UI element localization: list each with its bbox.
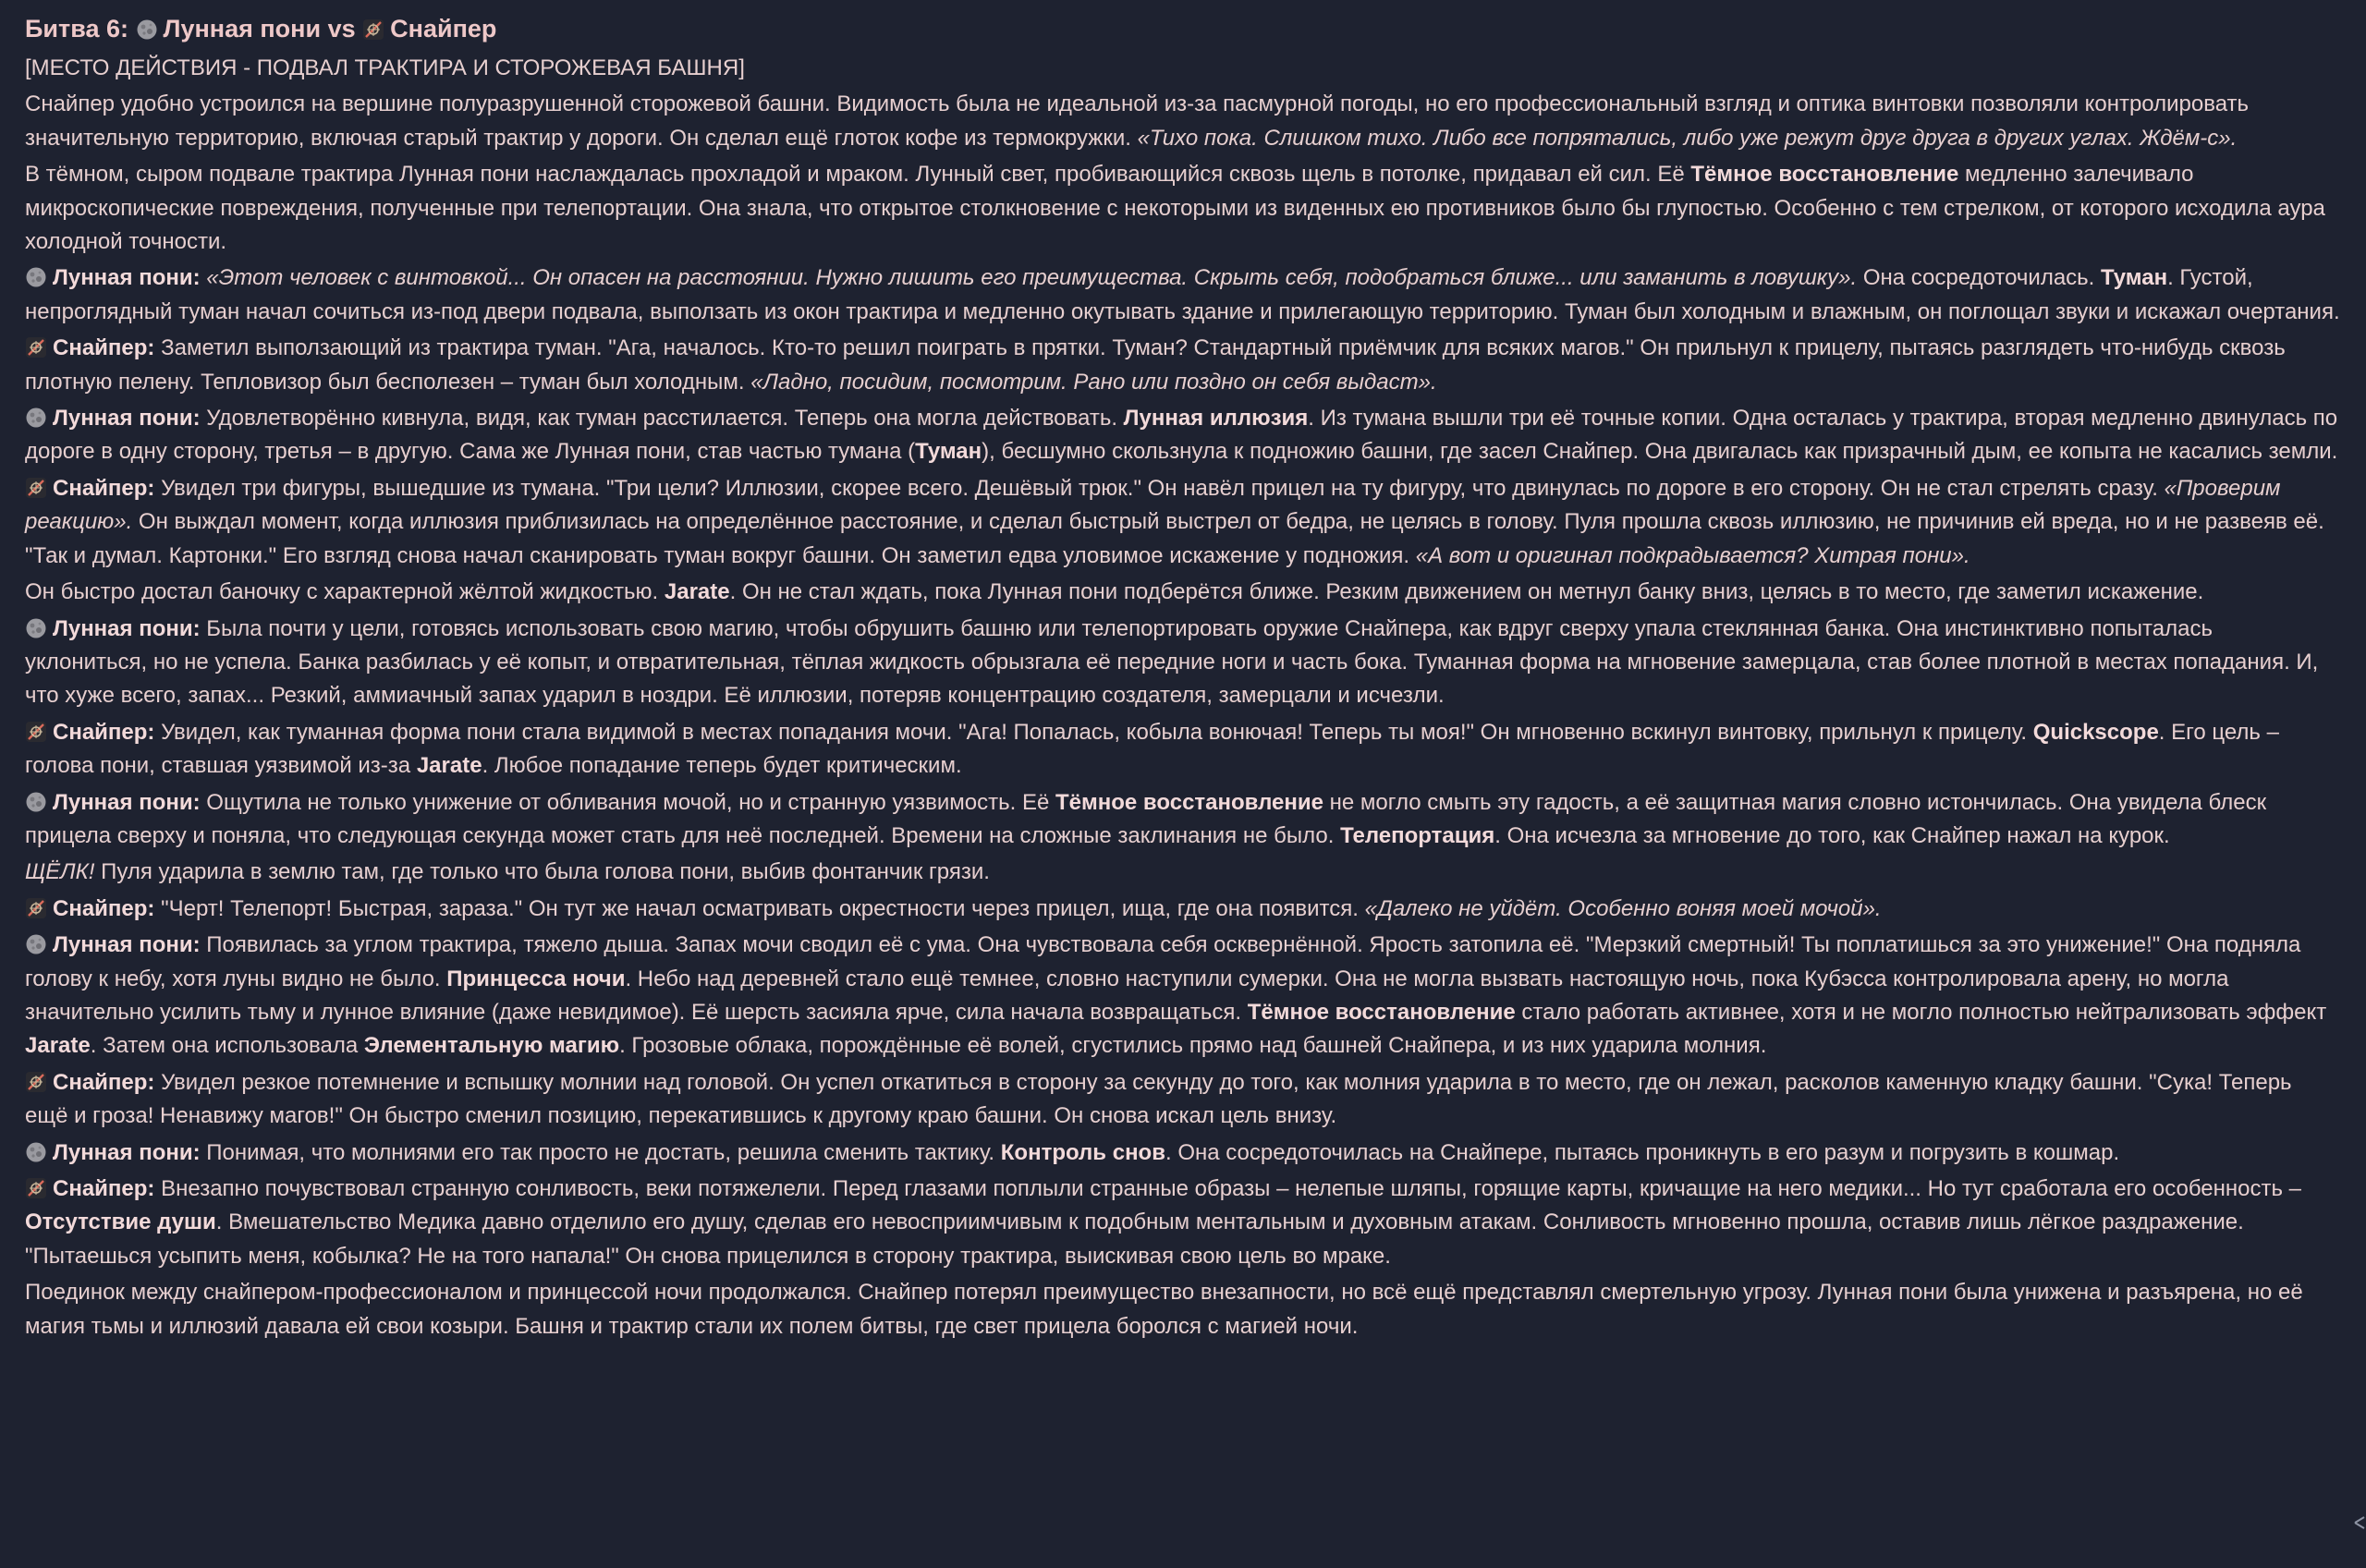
crosshair-icon	[25, 721, 47, 743]
narration-paragraph	[25, 158, 2340, 259]
pony-turn-paragraph	[25, 402, 2340, 469]
pony-turn-paragraph	[25, 929, 2340, 1064]
text-span: . Его цель – голова пони, ставшая уязвимой из-за	[25, 719, 2279, 779]
speaker-label: Снайпер:	[53, 335, 155, 361]
italic-quote: «Далеко не уйдёт. Особенно воняя моей мочой».	[1364, 895, 1882, 921]
italic-quote: «Ладно, посидим, посмотрим. Рано или поздно он себя выдаст».	[750, 369, 1437, 395]
text-span: В тёмном, сыром подвале трактира Лунная пони наслаждалась прохладой и мраком. Лунный свет, пробивающийся сквозь щель в потолке, придавал ей сил. Её	[25, 162, 1691, 188]
speaker-label: Снайпер:	[53, 719, 155, 745]
text-span: Он быстро достал баночку с характерной жёлтой жидкостью.	[25, 579, 665, 605]
pony-name: Лунная пони	[163, 15, 322, 43]
italic-quote: ЩЁЛК!	[25, 859, 95, 885]
bold-term: Jarate	[25, 1033, 91, 1059]
bold-term: Туман	[915, 439, 982, 465]
text-span: . Любое попадание теперь будет критическим.	[482, 753, 962, 779]
bold-term: Тёмное восстановление	[1247, 999, 1516, 1025]
narration-paragraph	[25, 576, 2340, 609]
pony-turn-paragraph	[25, 1136, 2340, 1170]
expand-icon[interactable]	[2353, 1515, 2366, 1552]
text-span: Заметил выползающий из трактира туман. "Ага, началось. Кто-то решил поиграть в прятки. Туман? Стандартный приёмчик для всяких магов." Он прильнул к прицелу, пытаясь разглядеть что-нибудь сквозь плотную пелену. Тепловизор был бесполезен – туман был холодным.	[25, 335, 2286, 395]
sniper-turn-paragraph	[25, 716, 2340, 784]
speaker-label: Снайпер:	[53, 1176, 155, 1201]
text-span: [МЕСТО ДЕЙСТВИЯ - ПОДВАЛ ТРАКТИРА И СТОРОЖЕВАЯ БАШНЯ]	[25, 55, 745, 80]
vs-label: vs	[327, 15, 356, 43]
bold-term: Quickscope	[2032, 719, 2159, 745]
moon-icon	[25, 617, 47, 639]
speaker-label: Лунная пони:	[53, 406, 201, 432]
bold-term: Jarate	[664, 579, 730, 605]
text-span: . Она сосредоточилась на Снайпере, пытаясь проникнуть в его разум и погрузить в кошмар.	[1165, 1139, 2120, 1165]
text-span: . Небо над деревней стало ещё темнее, словно наступили сумерки. Она не могла вызвать настоящую ночь, пока Кубэсса контролировала арену, но могла значительно усилить тьму и лунное влияние (даже невидимое). Её шерсть засияла ярче, сила начала возвращаться.	[25, 966, 2229, 1025]
bold-term: Туман	[2101, 265, 2168, 291]
location-header	[25, 52, 2340, 85]
text-span: "Черт! Телепорт! Быстрая, зараза." Он тут же начал осматривать окрестности через прицел, ища, где она появится.	[154, 895, 1365, 921]
bold-term: Jarate	[416, 753, 482, 779]
text-span: Увидел резкое потемнение и вспышку молнии над головой. Он успел откатиться в сторону за секунду до того, как молния ударила в то место, где он лежал, расколов каменную кладку башни. "Сука! Теперь ещё и гроза! Ненавижу магов!" Он быстро сменил позицию, перекатившись к другому краю башни. Он снова искал цель внизу.	[25, 1069, 2292, 1129]
moon-icon	[25, 266, 47, 288]
text-span: Внезапно почувствовал странную сонливость, веки потяжелели. Перед глазами поплыли странные образы – нелепые шляпы, горящие карты, кричащие на него медики... Но тут сработала его особенность –	[154, 1176, 2302, 1201]
sniper-turn-paragraph	[25, 893, 2340, 926]
text-span: . Из тумана вышли три её точные копии. Одна осталась у трактира, вторая медленно двинулась по дороге в одну сторону, третья – в другую. Сама же Лунная пони, став частью тумана (	[25, 406, 2338, 465]
text-span: стало работать активнее, хотя и не могло полностью нейтрализовать эффект	[1515, 999, 2327, 1025]
bold-term: Телепортация	[1340, 822, 1495, 848]
text-span: Снайпер удобно устроился на вершине полуразрушенной сторожевой башни. Видимость была не идеальной из-за пасмурной погоды, но его профессиональный взгляд и оптика винтовки позволяли контролировать значительную территорию, включая старый трактир у дороги. Он сделал ещё глоток кофе из термокружки.	[25, 91, 2250, 151]
text-span: . Затем она использовала	[90, 1033, 364, 1059]
text-span: Увидел, как туманная форма пони стала видимой в местах попадания мочи. "Ага! Попалась, кобыла вонючая! Теперь ты моя!" Он мгновенно вскинул винтовку, прильнул к прицелу.	[154, 719, 2033, 745]
text-span: . Грозовые облака, порождённые её волей, сгустились прямо над башней Снайпера, и из них ударила молния.	[619, 1033, 1767, 1059]
crosshair-icon	[362, 18, 384, 41]
moon-icon	[25, 933, 47, 955]
narration-paragraph	[25, 1276, 2340, 1343]
crosshair-icon	[25, 897, 47, 919]
sniper-turn-paragraph	[25, 472, 2340, 573]
narration-paragraph	[25, 856, 2340, 889]
speaker-label: Лунная пони:	[53, 265, 201, 291]
bold-term: Тёмное восстановление	[1055, 789, 1323, 815]
text-span: Пуля ударила в землю там, где только что была голова пони, выбив фонтанчик грязи.	[94, 859, 990, 885]
bold-term: Тёмное восстановление	[1690, 162, 1959, 188]
sniper-turn-paragraph	[25, 332, 2340, 399]
crosshair-icon	[25, 477, 47, 499]
text-span: . Она исчезла за мгновение до того, как Снайпер нажал на курок.	[1494, 822, 2170, 848]
text-span: медленно залечивало микроскопические повреждения, полученные при телепортации. Она знала, что открытое столкновение с некоторыми из виденных ею противников было бы глупостью. Особенно с тем стрелком, от которого исходила аура холодной точности.	[25, 162, 2325, 255]
italic-quote: «Тихо пока. Слишком тихо. Либо все попрятались, либо уже режут друг друга в других углах. Ждём-с».	[1137, 125, 2238, 151]
title-prefix: Битва 6:	[25, 15, 128, 43]
text-span: . Вмешательство Медика давно отделило его душу, сделав его невосприимчивым к подобным ментальным и духовным атакам. Сонливость мгновенно прошла, оставив лишь лёгкое раздражение. "Пытаешься усыпить меня, кобылка? Не на того напала!" Он снова прицелился в сторону трактира, выискивая свою цель во мраке.	[25, 1209, 2244, 1269]
moon-icon	[136, 18, 158, 41]
moon-icon	[25, 407, 47, 429]
narration-paragraph	[25, 88, 2340, 155]
bold-term: Лунная иллюзия	[1123, 406, 1309, 432]
pony-turn-paragraph	[25, 261, 2340, 329]
text-span: Понимая, что молниями его так просто не достать, решила сменить тактику.	[200, 1139, 1001, 1165]
text-span: не могло смыть эту гадость, а её защитная магия словно истончилась. Она увидела блеск прицела сверху и поняла, что следующая секунда может стать для неё последней. Времени на сложные заклинания не было.	[25, 789, 2267, 848]
bold-term: Элементальную магию	[363, 1033, 620, 1059]
speaker-label: Лунная пони:	[53, 615, 201, 641]
text-span: . Он не стал ждать, пока Лунная пони подберётся ближе. Резким движением он метнул банку вниз, целясь в то место, где заметил искажение.	[729, 579, 2204, 605]
bold-term: Отсутствие души	[25, 1209, 216, 1235]
sniper-turn-paragraph	[25, 1066, 2340, 1134]
text-span: Он выждал момент, когда иллюзия приблизилась на определённое расстояние, и сделал быстрый выстрел от бедра, не целясь в голову. Пуля прошла сквозь иллюзию, не причинив ей вреда, но и не развеяв её. "Так и думал. Картонки." Его взгляд снова начал сканировать туман вокруг башни. Он заметил едва уловимое искажение у подножия.	[25, 509, 2324, 568]
pony-turn-paragraph	[25, 613, 2340, 713]
text-span: Ощутила не только унижение от обливания мочой, но и странную уязвимость. Её	[200, 789, 1055, 815]
crosshair-icon	[25, 336, 47, 359]
crosshair-icon	[25, 1071, 47, 1093]
crosshair-icon	[25, 1177, 47, 1199]
text-span: Поединок между снайпером-профессионалом и принцессой ночи продолжался. Снайпер потерял преимущество внезапности, но всё ещё представлял смертельную угрозу. Лунная пони была унижена и разъярена, но её магия тьмы и иллюзий давала ей свои козыри. Башня и трактир стали их полем битвы, где свет прицела боролся с магией ночи.	[25, 1280, 2303, 1339]
sniper-name: Снайпер	[390, 15, 497, 43]
text-span: Удовлетворённо кивнула, видя, как туман расстилается. Теперь она могла действовать.	[200, 406, 1124, 432]
italic-quote: «Этот человек с винтовкой... Он опасен на расстоянии. Нужно лишить его преимущества. Скрыть себя, подобраться ближе... или заманить в ловушку».	[206, 265, 1858, 291]
battle-title	[25, 7, 2340, 50]
speaker-label: Снайпер:	[53, 895, 155, 921]
sniper-turn-paragraph	[25, 1173, 2340, 1273]
italic-quote: «А вот и оригинал подкрадывается? Хитрая пони».	[1415, 542, 1970, 568]
speaker-label: Лунная пони:	[53, 932, 201, 958]
speaker-label: Снайпер:	[53, 1069, 155, 1095]
text-span: Она сосредоточилась.	[1857, 265, 2102, 291]
speaker-label: Снайпер:	[53, 475, 155, 501]
text-span: ), бесшумно скользнула к подножию башни, где засел Снайпер. Она двигалась как призрачный дым, ее копыта не касались земли.	[982, 439, 2338, 465]
bold-term: Принцесса ночи	[446, 966, 626, 991]
text-span: Увидел три фигуры, вышедшие из тумана. "Три цели? Иллюзии, скорее всего. Дешёвый трюк." Он навёл прицел на ту фигуру, что двинулась по дороге в его сторону. Он не стал стрелять сразу.	[154, 475, 2165, 501]
bold-term: Контроль снов	[1000, 1139, 1165, 1165]
text-span: Была почти у цели, готовясь использовать свою магию, чтобы обрушить башню или телепортировать оружие Снайпера, как вдруг сверху упала стеклянная банка. Она инстинктивно попыталась уклониться, но не успела. Банка разбилась у её копыт, и отвратительная, тёплая жидкость обрызгала её передние ноги и часть бока. Туманная форма на мгновение замерцала, став более плотной в местах попадания. И, что хуже всего, запах... Резкий, аммиачный запах ударил в ноздри. Её иллюзии, потеряв концентрацию создателя, замерцали и исчезли.	[25, 615, 2319, 709]
italic-quote: «Проверим реакцию».	[25, 475, 2281, 535]
story-body	[25, 52, 2340, 1343]
text-span: Появилась за углом трактира, тяжело дыша. Запах мочи сводил её с ума. Она чувствовала себя осквернённой. Ярость затопила её. "Мерзкий смертный! Ты поплатишься за это унижение!" Она подняла голову к небу, хотя луны видно не было.	[25, 932, 2301, 991]
moon-icon	[25, 1141, 47, 1163]
moon-icon	[25, 791, 47, 813]
text-span: . Густой, непроглядный туман начал сочиться из-под двери подвала, выползать из окон трактира и медленно окутывать здание и прилегающую территорию. Туман был холодным и влажным, он поглощал звуки и искажал очертания.	[25, 265, 2340, 324]
speaker-label: Лунная пони:	[53, 789, 201, 815]
pony-turn-paragraph	[25, 786, 2340, 854]
speaker-label: Лунная пони:	[53, 1139, 201, 1165]
